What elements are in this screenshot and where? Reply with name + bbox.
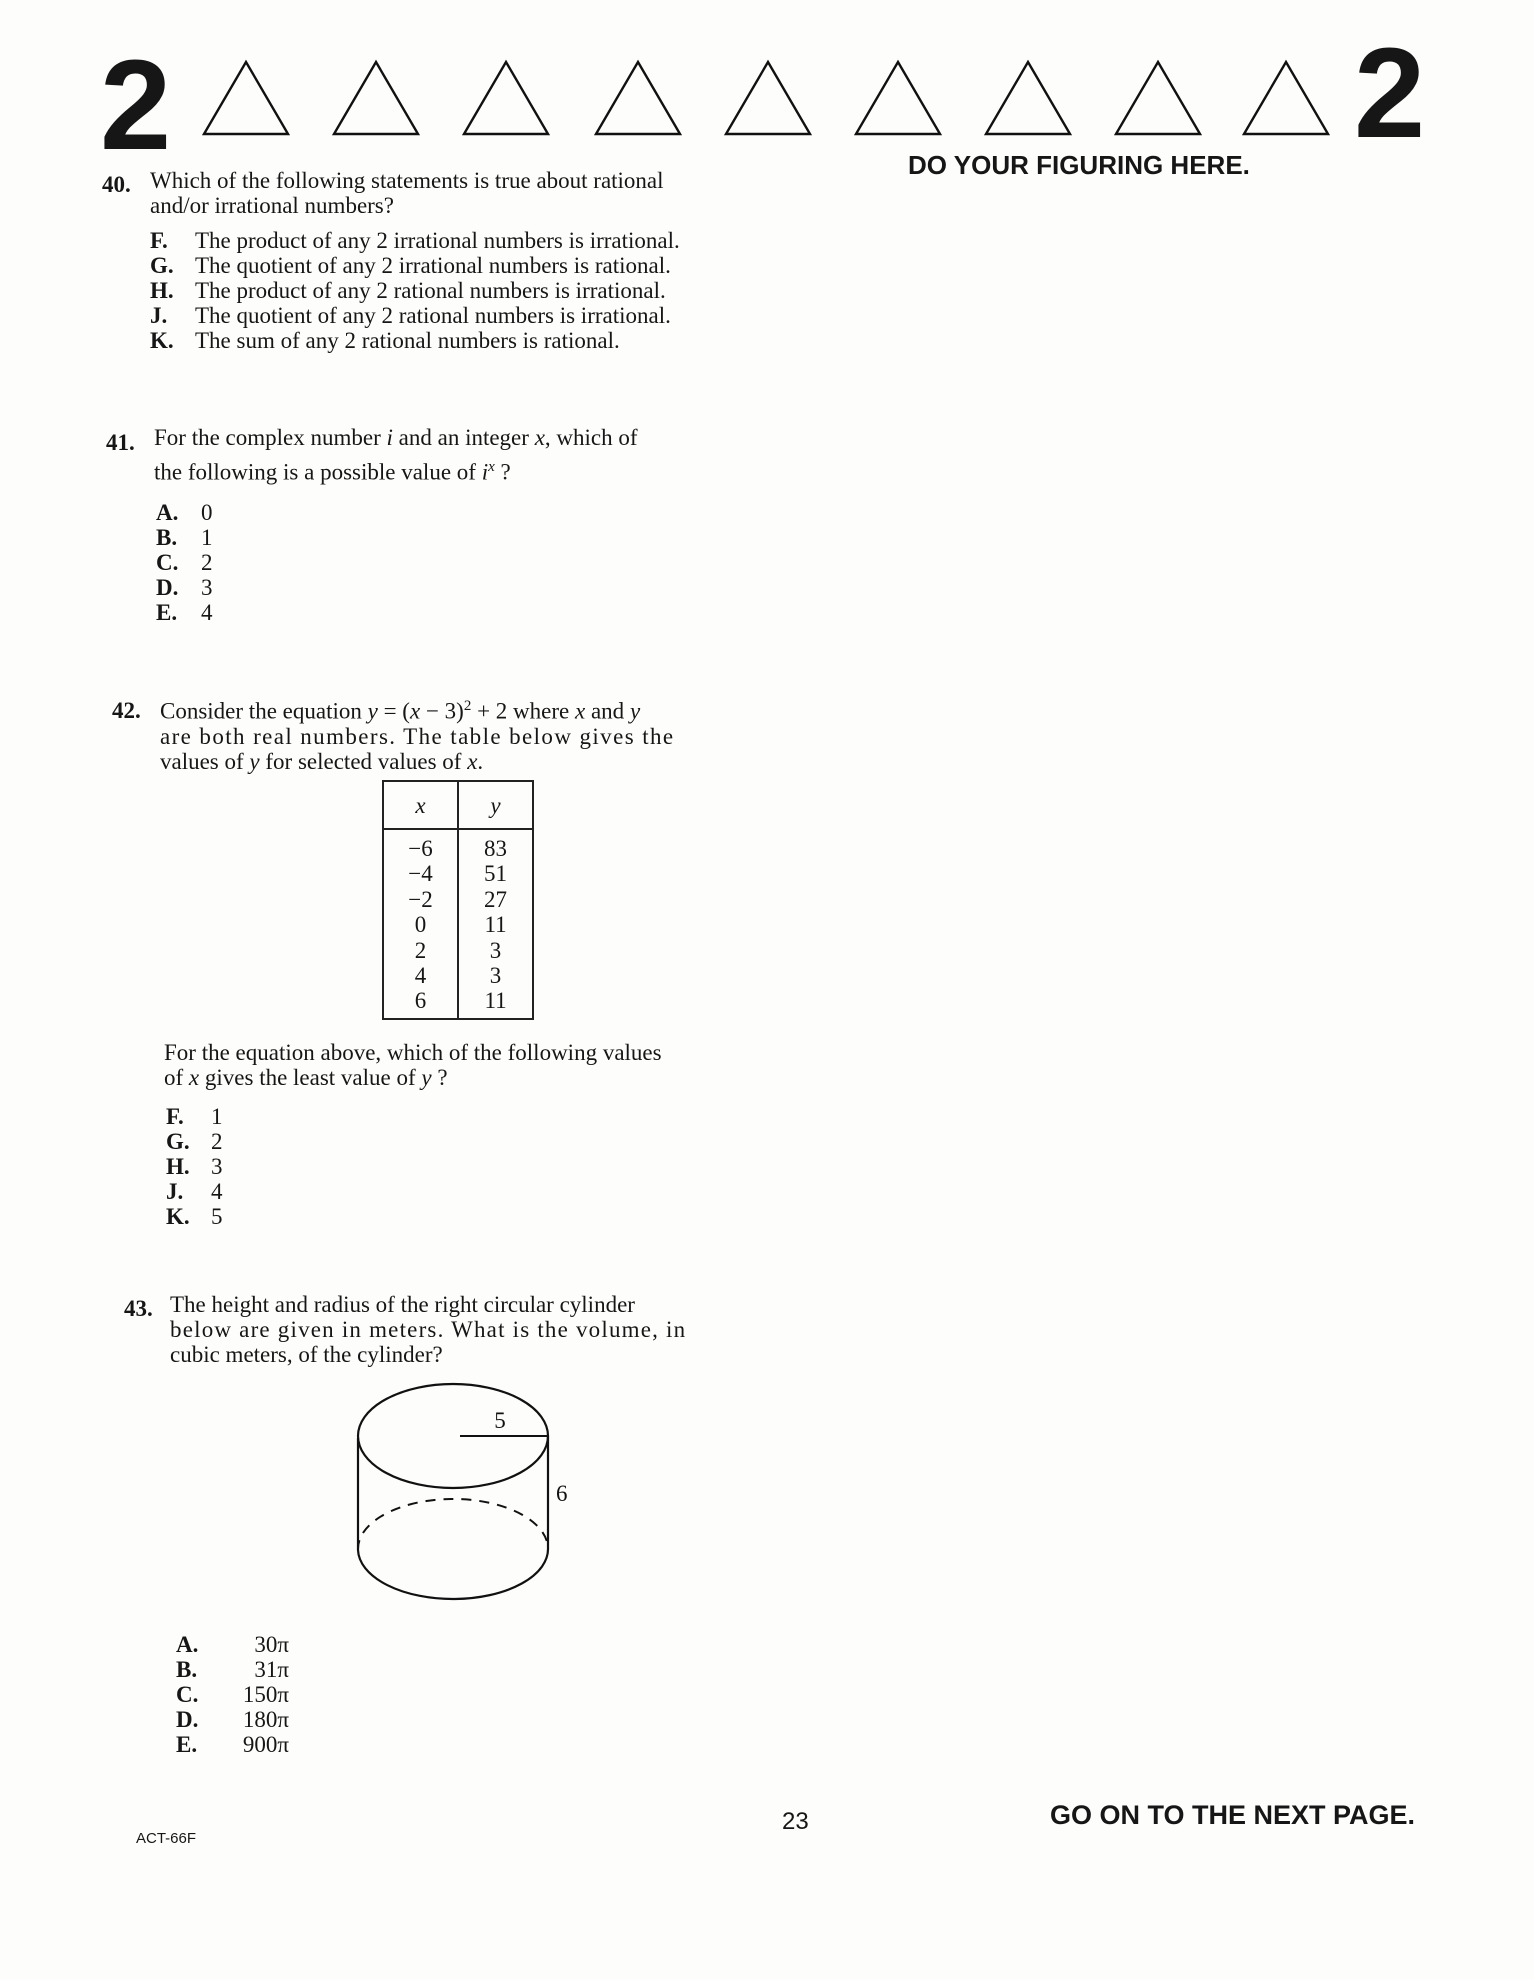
answer-option[interactable] <box>176 1732 289 1757</box>
table-cell: 4 <box>414 962 427 988</box>
cylinder-bottom-front <box>358 1548 548 1599</box>
option-text: 1 <box>201 525 213 550</box>
option-letter: D. <box>176 1707 199 1732</box>
option-text: 31π <box>254 1657 289 1682</box>
option-letter: J. <box>150 303 168 328</box>
answer-option[interactable] <box>150 303 680 328</box>
option-letter: F. <box>150 228 168 253</box>
stem-line: are both real numbers. The table below gives the <box>160 723 675 749</box>
stem-line: The height and radius of the right circular cylinder <box>170 1292 635 1317</box>
answer-option[interactable] <box>176 1707 289 1732</box>
answer-options-41 <box>156 500 213 625</box>
table-cell: 83 <box>484 836 508 861</box>
option-letter: A. <box>156 500 179 525</box>
option-letter: A. <box>176 1632 199 1657</box>
triangle-icon <box>592 58 684 138</box>
stem-line: values of y for selected values of x. <box>160 748 484 774</box>
question-stem <box>160 694 675 774</box>
option-letter: H. <box>166 1154 190 1179</box>
answer-option[interactable] <box>150 278 680 303</box>
triangle-icon <box>852 58 944 138</box>
next-page-notice: GO ON TO THE NEXT PAGE. <box>1050 1800 1416 1830</box>
option-letter: G. <box>166 1129 190 1154</box>
option-text: 2 <box>201 550 213 575</box>
option-letter: D. <box>156 575 179 600</box>
option-letter: G. <box>150 253 174 278</box>
table-cell: −2 <box>408 886 433 912</box>
option-text: 3 <box>201 575 213 600</box>
option-text: 3 <box>211 1154 223 1179</box>
answer-option[interactable] <box>150 328 680 353</box>
answer-option[interactable] <box>150 253 680 278</box>
answer-option[interactable] <box>166 1154 223 1179</box>
triangle-icon <box>460 58 552 138</box>
table-cell: 3 <box>489 962 502 988</box>
option-letter: E. <box>176 1732 198 1757</box>
table-cell: 2 <box>414 937 427 963</box>
option-text: 0 <box>201 500 213 525</box>
answer-option[interactable] <box>156 600 213 625</box>
table-cell: −6 <box>408 836 433 861</box>
table-cell: 0 <box>414 912 427 938</box>
option-text: 1 <box>211 1104 223 1129</box>
option-text: The quotient of any 2 irrational numbers is rational. <box>195 253 671 278</box>
option-letter: B. <box>156 525 178 550</box>
question-number: 43. <box>124 1296 153 1321</box>
cylinder-bottom-back <box>358 1499 548 1550</box>
stem-line: Which of the following statements is true about rational <box>150 168 664 193</box>
option-text: 4 <box>201 600 213 625</box>
option-letter: E. <box>156 600 178 625</box>
answer-option[interactable] <box>156 550 213 575</box>
answer-options-40 <box>150 228 680 353</box>
table-cell: 27 <box>484 886 508 912</box>
option-letter: F. <box>166 1104 184 1129</box>
question-42-followup <box>164 1040 662 1090</box>
option-letter: C. <box>156 550 179 575</box>
answer-options-43 <box>176 1632 289 1757</box>
option-text: 4 <box>211 1179 223 1204</box>
section-number-left: 2 <box>100 34 170 177</box>
table-cell: 11 <box>484 988 507 1014</box>
stem-line: and/or irrational numbers? <box>150 193 394 218</box>
triangle-icon <box>1240 58 1332 138</box>
question-number: 42. <box>112 698 141 723</box>
question-number: 40. <box>102 172 131 197</box>
option-text: 2 <box>211 1129 223 1154</box>
triangle-icon <box>330 58 422 138</box>
section-number-right: 2 <box>1354 22 1424 165</box>
answer-option[interactable] <box>156 500 213 525</box>
table-cell: −4 <box>408 861 433 887</box>
table-cell: 3 <box>489 937 502 963</box>
table-header-y: y <box>458 781 533 829</box>
option-letter: C. <box>176 1682 199 1707</box>
stem-line: below are given in meters. What is the volume, in <box>170 1317 687 1342</box>
table-column-y <box>458 829 533 1019</box>
option-text: 30π <box>254 1632 289 1657</box>
triangle-icon <box>200 58 292 138</box>
option-text: 5 <box>211 1204 223 1229</box>
stem-line: Consider the equation $y = (x - 3)^2 + 2$ where x and y <box>160 698 641 724</box>
answer-option[interactable] <box>166 1179 223 1204</box>
stem-line: For the equation above, which of the following values <box>164 1040 662 1065</box>
triangle-icon <box>722 58 814 138</box>
radius-label: 5 <box>494 1408 506 1433</box>
answer-option[interactable] <box>156 525 213 550</box>
answer-option[interactable] <box>166 1204 223 1229</box>
table-header-x: x <box>383 781 458 829</box>
table-cell: 11 <box>484 912 507 938</box>
height-label: 6 <box>556 1481 568 1506</box>
answer-option[interactable] <box>156 575 213 600</box>
option-letter: K. <box>166 1204 190 1229</box>
option-text: The product of any 2 irrational numbers is irrational. <box>195 228 680 253</box>
option-text: The sum of any 2 rational numbers is rational. <box>195 328 620 353</box>
option-letter: K. <box>150 328 174 353</box>
question-stem <box>170 1292 686 1367</box>
answer-option[interactable] <box>150 228 680 253</box>
table-cell: 6 <box>414 988 427 1014</box>
table-column-x <box>383 829 458 1019</box>
stem-line: cubic meters, of the cylinder? <box>170 1342 443 1367</box>
answer-option[interactable] <box>176 1682 289 1707</box>
option-text: 150π <box>242 1682 289 1707</box>
option-letter: J. <box>166 1179 184 1204</box>
triangle-icon <box>982 58 1074 138</box>
answer-option[interactable] <box>176 1632 289 1657</box>
option-text: 180π <box>242 1707 289 1732</box>
question-stem <box>154 424 638 487</box>
stem-line: the following is a possible value of $i^x$ ? <box>154 459 511 485</box>
option-text: 900π <box>242 1732 289 1757</box>
cylinder-figure <box>350 1380 590 1610</box>
answer-option[interactable] <box>166 1129 223 1154</box>
xy-value-table <box>382 780 534 1020</box>
stem-line: of x gives the least value of y ? <box>164 1065 448 1090</box>
option-text: The product of any 2 rational numbers is irrational. <box>195 278 666 303</box>
question-number: 41. <box>106 430 135 455</box>
option-text: The quotient of any 2 rational numbers is irrational. <box>195 303 671 328</box>
question-stem <box>150 168 664 218</box>
answer-options-42 <box>166 1104 223 1229</box>
stem-line: For the complex number i and an integer x, which of <box>154 425 638 450</box>
table-cell: 51 <box>484 861 508 887</box>
answer-option[interactable] <box>166 1104 223 1129</box>
triangle-icon <box>1112 58 1204 138</box>
page-number: 23 <box>782 1808 809 1835</box>
option-letter: H. <box>150 278 174 303</box>
figuring-area-label: DO YOUR FIGURING HERE. <box>908 150 1250 180</box>
form-code: ACT-66F <box>136 1830 197 1847</box>
option-letter: B. <box>176 1657 198 1682</box>
answer-option[interactable] <box>176 1657 289 1682</box>
